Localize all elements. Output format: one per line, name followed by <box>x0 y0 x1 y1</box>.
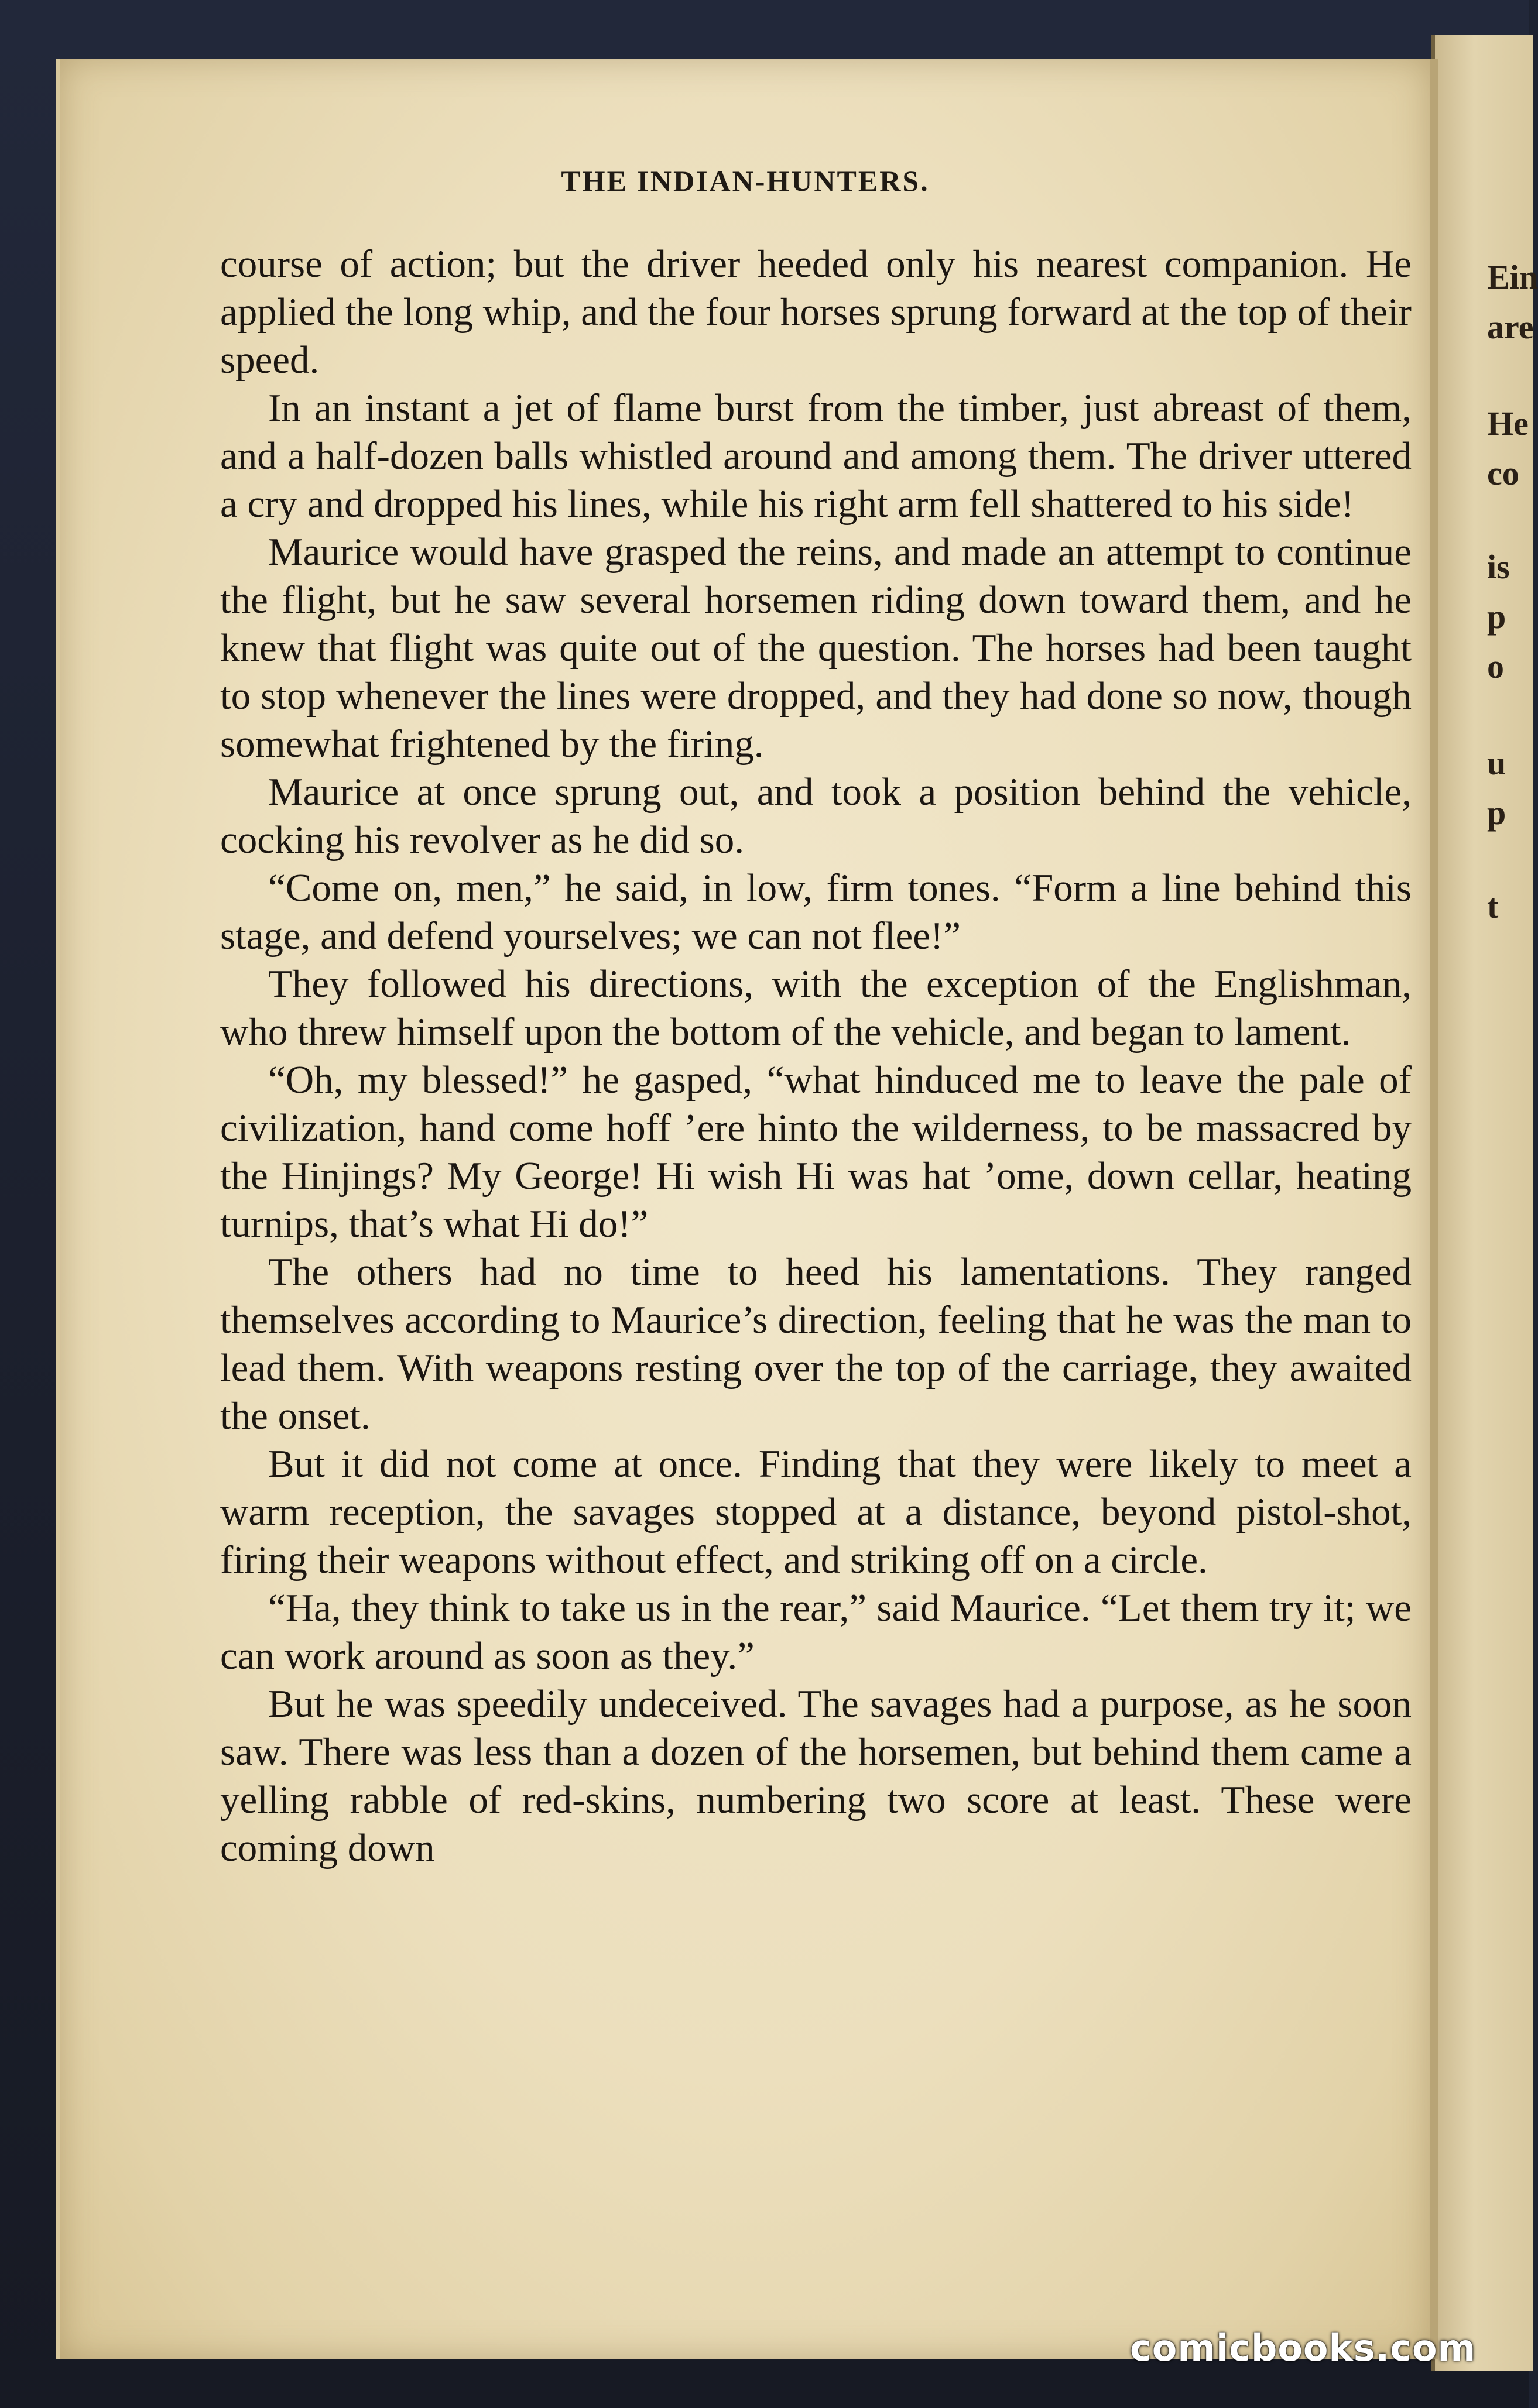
facing-page-fragment: He <box>1487 404 1529 443</box>
facing-page-fragment: co <box>1487 454 1519 492</box>
facing-page-fragment: o <box>1487 647 1504 685</box>
paragraph: But he was speedily undeceived. The savages had a purpose, as he soon saw. There was less than a dozen of the horsemen, but behind them came a yelling rabble of red-skins, numbering two score at least. These were coming down <box>220 1682 1412 1870</box>
paragraph: “Come on, men,” he said, in low, firm tones. “Form a line behind this stage, and defend yourselves; we can not flee!” <box>220 866 1412 958</box>
body-text <box>220 240 1412 1872</box>
facing-page-fragment: are <box>1487 308 1534 346</box>
paragraph: But it did not come at once. Finding that they were likely to meet a warm reception, the savages stopped at a distance, beyond pistol-shot, firing their weapons without effect, and striking off on a circle. <box>220 1442 1412 1582</box>
facing-page-fragment: t <box>1487 887 1499 925</box>
paragraph: “Oh, my blessed!” he gasped, “what hinduced me to leave the pale of civilization, hand come hoff ’ere hinto the wilderness, to be massacred by the Hinjings? My George! Hi wish Hi was hat ’ome, down cellar, heating turnips, that’s what Hi do!” <box>220 1058 1412 1246</box>
paragraph: course of action; but the driver heeded only his nearest companion. He applied the long whip, and the four horses sprung forward at the top of their speed. <box>220 242 1412 382</box>
watermark: comicbooks.com <box>1130 2327 1477 2369</box>
running-head: THE INDIAN-HUNTERS. <box>561 164 930 197</box>
paragraph: They followed his directions, with the exception of the Englishman, who threw himself upon the bottom of the vehicle, and began to lament. <box>220 962 1412 1054</box>
facing-page-fragment: Ein <box>1487 258 1538 296</box>
paragraph: In an instant a jet of flame burst from the timber, just abreast of them, and a half-dozen balls whistled around and among them. The driver uttered a cry and dropped his lines, while his right arm fell shattered to his side! <box>220 386 1412 526</box>
facing-page-fragment: p <box>1487 598 1506 636</box>
facing-page-fragment: p <box>1487 794 1506 832</box>
paragraph: “Ha, they think to take us in the rear,” said Maurice. “Let them try it; we can work around as soon as they.” <box>220 1586 1412 1678</box>
facing-page-fragment: u <box>1487 744 1506 782</box>
facing-page-edge <box>1431 35 1533 2371</box>
paragraph: Maurice would have grasped the reins, and made an attempt to continue the flight, but he saw several horsemen riding down toward them, and he knew that flight was quite out of the question. The horses had been taught to stop whenever the lines were dropped, and they had done so now, though somewhat frightened by the firing. <box>220 530 1412 766</box>
facing-page-fragment: is <box>1487 548 1510 586</box>
paragraph: The others had no time to heed his lamentations. They ranged themselves according to Maurice’s direction, feeling that he was the man to lead them. With weapons resting over the top of the carriage, they awaited the onset. <box>220 1250 1412 1438</box>
paragraph: Maurice at once sprung out, and took a position behind the vehicle, cocking his revolver as he did so. <box>220 770 1412 862</box>
